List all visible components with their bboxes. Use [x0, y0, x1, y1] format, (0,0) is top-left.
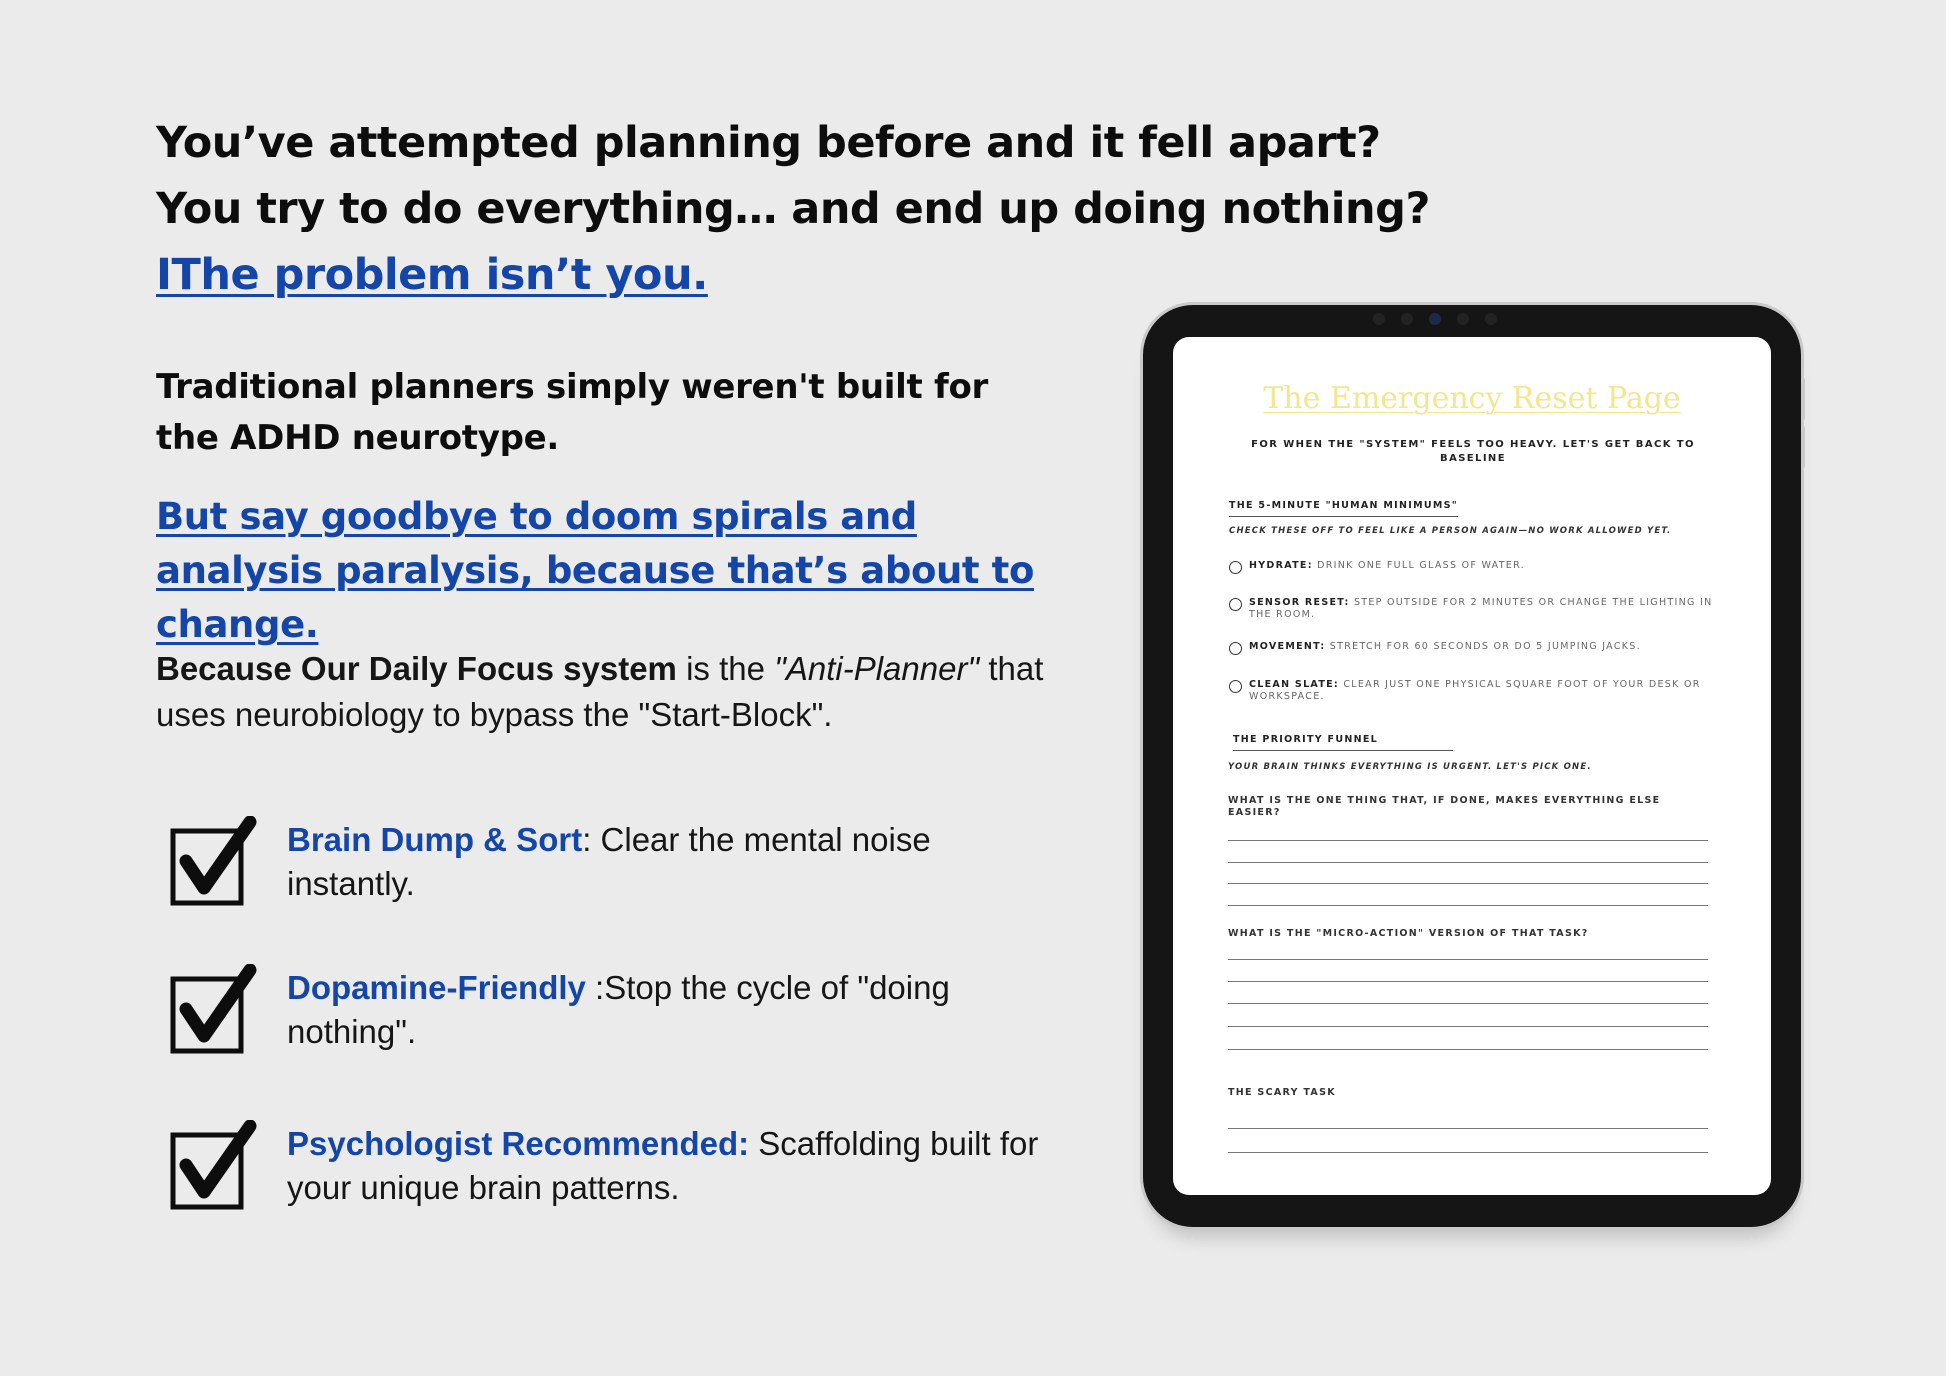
feature-item: [166, 1120, 1066, 1220]
answer-line[interactable]: [1228, 883, 1708, 884]
radio-circle-icon[interactable]: [1229, 642, 1242, 655]
answer-line[interactable]: [1228, 862, 1708, 863]
answer-line[interactable]: [1228, 1003, 1708, 1004]
section-heading: THE 5-MINUTE "HUMAN MINIMUMS": [1229, 500, 1458, 517]
item-text: STRETCH FOR 60 SECONDS OR DO 5 JUMPING JACKS.: [1325, 641, 1641, 652]
feature-description: :Stop the cycle of "doing nothing".: [287, 969, 950, 1050]
anti-planner-text: "Anti-Planner": [774, 650, 980, 687]
checkbox-checked-icon: [166, 1120, 262, 1216]
headline: [156, 110, 1430, 308]
headline-line-1: You’ve attempted planning before and it fell apart?: [156, 118, 1381, 168]
tablet-side-button: [1801, 426, 1805, 468]
item-text: DRINK ONE FULL GLASS OF WATER.: [1312, 560, 1525, 571]
because-bold: Because Our Daily Focus system: [156, 650, 677, 687]
feature-keyword: Dopamine-Friendly: [287, 969, 586, 1006]
feature-item: [166, 964, 1066, 1064]
problem-link[interactable]: IThe problem isn’t you.: [156, 250, 708, 300]
item-text: CLEAR JUST ONE PHYSICAL SQUARE FOOT OF YOUR DESK OR WORKSPACE.: [1249, 679, 1701, 702]
radio-circle-icon[interactable]: [1229, 561, 1242, 574]
headline-line-2: You try to do everything… and end up doing nothing?: [156, 184, 1430, 234]
feature-description: Scaffolding built for your unique brain patterns.: [287, 1125, 1039, 1206]
traditional-planners-text: Traditional planners simply weren't built for the ADHD neurotype.: [156, 367, 988, 458]
answer-line[interactable]: [1228, 905, 1708, 906]
feature-keyword: Brain Dump & Sort: [287, 821, 583, 858]
section-note: YOUR BRAIN THINKS EVERYTHING IS URGENT. LET'S PICK ONE.: [1228, 762, 1592, 772]
page-title: The Emergency Reset Page: [1263, 381, 1681, 416]
answer-line[interactable]: [1228, 1026, 1708, 1027]
section-heading: THE PRIORITY FUNNEL: [1233, 734, 1453, 751]
checkbox-checked-icon: [166, 964, 262, 1060]
because-paragraph: [156, 646, 1056, 738]
camera-icon: [1373, 313, 1571, 325]
feature-text: [287, 966, 1067, 1054]
item-label: CLEAN SLATE:: [1249, 679, 1340, 690]
because-rest: that uses neurobiology to bypass the "Start-Block".: [156, 650, 1044, 733]
because-middle: is the: [676, 650, 775, 687]
tablet-side-button: [1801, 378, 1805, 420]
radio-circle-icon[interactable]: [1229, 598, 1242, 611]
tablet-screen: [1173, 337, 1771, 1195]
item-label: SENSOR RESET:: [1249, 597, 1350, 608]
item-label: HYDRATE:: [1249, 560, 1313, 571]
feature-keyword: Psychologist Recommended:: [287, 1125, 750, 1162]
question-label: WHAT IS THE ONE THING THAT, IF DONE, MAKES EVERYTHING ELSE EASIER?: [1228, 795, 1661, 818]
answer-line[interactable]: [1228, 1152, 1708, 1153]
answer-line[interactable]: [1228, 1049, 1708, 1050]
goodbye-link[interactable]: But say goodbye to doom spirals and analysis paralysis, because that’s about to change.: [156, 495, 1034, 646]
radio-circle-icon[interactable]: [1229, 680, 1242, 693]
answer-line[interactable]: [1228, 1128, 1708, 1129]
feature-description: : Clear the mental noise instantly.: [287, 821, 931, 902]
feature-text: [287, 818, 1067, 906]
feature-text: [287, 1122, 1067, 1210]
answer-line[interactable]: [1228, 959, 1708, 960]
page-subtitle: FOR WHEN THE "SYSTEM" FEELS TOO HEAVY. LET'S GET BACK TO BASELINE: [1251, 439, 1695, 464]
feature-item: [166, 816, 1066, 916]
answer-line[interactable]: [1228, 981, 1708, 982]
item-label: MOVEMENT:: [1249, 641, 1326, 652]
checkbox-checked-icon: [166, 816, 262, 912]
question-label: THE SCARY TASK: [1228, 1087, 1336, 1098]
answer-line[interactable]: [1228, 840, 1708, 841]
item-text: STEP OUTSIDE FOR 2 MINUTES OR CHANGE THE LIGHTING IN THE ROOM.: [1249, 597, 1713, 620]
question-label: WHAT IS THE "MICRO-ACTION" VERSION OF THAT TASK?: [1228, 928, 1589, 939]
tablet-mockup: [1143, 305, 1801, 1227]
section-note: CHECK THESE OFF TO FEEL LIKE A PERSON AGAIN—NO WORK ALLOWED YET.: [1229, 526, 1672, 536]
